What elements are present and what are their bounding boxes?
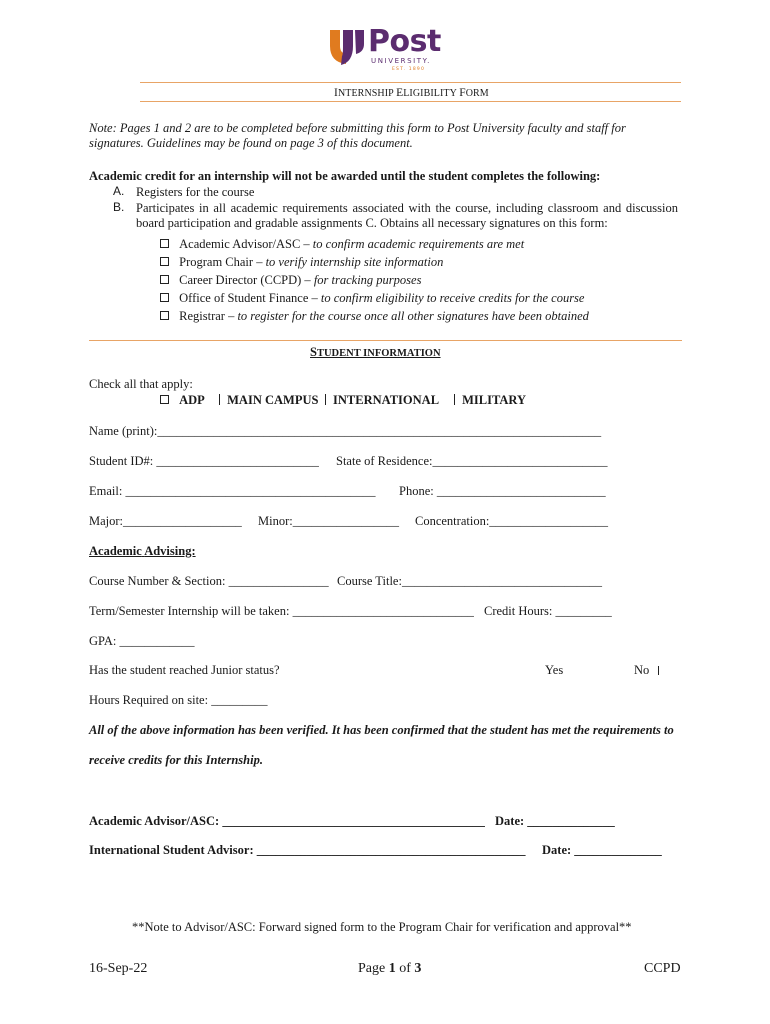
checkbox-student-finance[interactable] — [160, 293, 169, 302]
option-international: INTERNATIONAL — [333, 393, 440, 407]
item-b-line-2: board participation and gradable assignments C. Obtains all necessary signatures on this form: — [136, 216, 608, 230]
checklist-role: Career Director (CCPD) – — [179, 273, 314, 287]
title-top-rule — [140, 82, 681, 83]
gpa-field[interactable]: GPA: ____________ — [89, 634, 195, 648]
junior-status-question: Has the student reached Junior status? — [89, 663, 280, 677]
checkbox-main-campus[interactable] — [219, 394, 220, 405]
option-main-campus-group — [219, 393, 326, 408]
minor-field[interactable]: Minor:_________________ — [258, 514, 399, 528]
option-adp: ADP — [179, 393, 205, 407]
checkbox-program-chair[interactable] — [160, 257, 169, 266]
requirements-heading: Academic credit for an internship will not be awarded until the student completes the following: — [89, 169, 601, 183]
checkbox-registrar[interactable] — [160, 311, 169, 320]
checklist-role: Program Chair – — [179, 255, 266, 269]
state-field[interactable]: State of Residence:____________________________ — [336, 454, 608, 468]
student-id-field[interactable]: Student ID#: __________________________ — [89, 454, 319, 468]
advisor-signature-field[interactable]: Academic Advisor/ASC: __________________________________________ — [89, 814, 485, 828]
title-bottom-rule — [140, 101, 681, 102]
footer-date: 16-Sep-22 — [89, 961, 148, 976]
hours-required-field[interactable]: Hours Required on site: _________ — [89, 693, 268, 707]
checkbox-career-director[interactable] — [160, 275, 169, 284]
footer-page-number: Page 1 of 3 — [358, 961, 422, 976]
checklist-purpose: to confirm eligibility to receive credits for the course — [320, 291, 585, 305]
note-line-1: Note: Pages 1 and 2 are to be completed before submitting this form to Post University faculty and staff for — [89, 121, 626, 135]
item-a-text: Registers for the course — [136, 185, 255, 199]
checklist-purpose: to verify internship site information — [265, 255, 444, 269]
academic-advising-heading: Academic Advising: — [89, 544, 196, 558]
concentration-field[interactable]: Concentration:___________________ — [415, 514, 609, 528]
checkbox-adp[interactable] — [160, 395, 169, 404]
checklist-role: Academic Advisor/ASC – — [179, 237, 313, 251]
signature-checklist-item — [160, 291, 584, 306]
checklist-role: Registrar – — [179, 309, 238, 323]
advisor-date-field[interactable]: Date: ______________ — [495, 814, 615, 828]
check-all-label: Check all that apply: — [89, 377, 193, 391]
signature-checklist-item — [160, 255, 443, 270]
checklist-purpose: to register for the course once all other signatures have been obtained — [237, 309, 589, 323]
logo-subtitle: UNIVERSITY. — [371, 57, 431, 65]
term-field[interactable]: Term/Semester Internship will be taken: _____________________________ — [89, 604, 474, 618]
note-line-2: signatures. Guidelines may be found on page 3 of this document. — [89, 136, 413, 150]
post-university-logo-icon — [329, 26, 365, 66]
program-options — [160, 393, 205, 408]
signature-checklist-item — [160, 237, 524, 252]
major-field[interactable]: Major:___________________ — [89, 514, 242, 528]
advisor-forward-note: **Note to Advisor/ASC: Forward signed form to the Program Chair for verification and approval** — [132, 920, 632, 934]
phone-field[interactable]: Phone: ___________________________ — [399, 484, 606, 498]
course-title-field[interactable]: Course Title:________________________________ — [337, 574, 602, 588]
item-b-line-1: Participates in all academic requirements associated with the course, including classroom and discussion — [136, 201, 678, 215]
checklist-role: Office of Student Finance – — [179, 291, 321, 305]
form-title: INTERNSHIP ELIGIBILITY FORM — [334, 87, 489, 99]
checkbox-academic-advisor[interactable] — [160, 239, 169, 248]
course-number-field[interactable]: Course Number & Section: ________________ — [89, 574, 329, 588]
email-field[interactable]: Email: ________________________________________ — [89, 484, 376, 498]
intl-date-field[interactable]: Date: ______________ — [542, 843, 662, 857]
checkbox-junior-no[interactable] — [658, 666, 659, 675]
logo-wordmark: Post — [368, 24, 441, 59]
checkbox-military[interactable] — [454, 394, 455, 405]
intl-advisor-signature-field[interactable]: International Student Advisor: ___________________________________________ — [89, 843, 526, 857]
option-main-campus: MAIN CAMPUS — [227, 393, 319, 407]
logo-established: EST. 1890 — [392, 67, 426, 72]
item-a-letter: A. — [113, 184, 125, 198]
verification-line-2: receive credits for this Internship. — [89, 753, 263, 767]
checklist-purpose: for tracking purposes — [313, 273, 422, 287]
option-military-group — [454, 393, 526, 408]
name-field[interactable]: Name (print):_______________________________________________________________________ — [89, 424, 602, 438]
checklist-purpose: to confirm academic requirements are met — [312, 237, 525, 251]
junior-yes-option[interactable]: Yes — [545, 663, 564, 677]
option-military: MILITARY — [462, 393, 527, 407]
checkbox-international[interactable] — [325, 394, 326, 405]
verification-line-1: All of the above information has been verified. It has been confirmed that the student has met the requirements to — [89, 723, 674, 737]
junior-no-option[interactable]: No — [634, 663, 659, 678]
section-divider — [89, 340, 682, 341]
credit-hours-field[interactable]: Credit Hours: _________ — [484, 604, 612, 618]
item-b-letter: B. — [113, 200, 125, 214]
student-info-heading: STUDENT INFORMATION — [310, 345, 441, 359]
signature-checklist-item — [160, 273, 421, 288]
footer-department: CCPD — [644, 961, 681, 976]
signature-checklist-item — [160, 309, 589, 324]
